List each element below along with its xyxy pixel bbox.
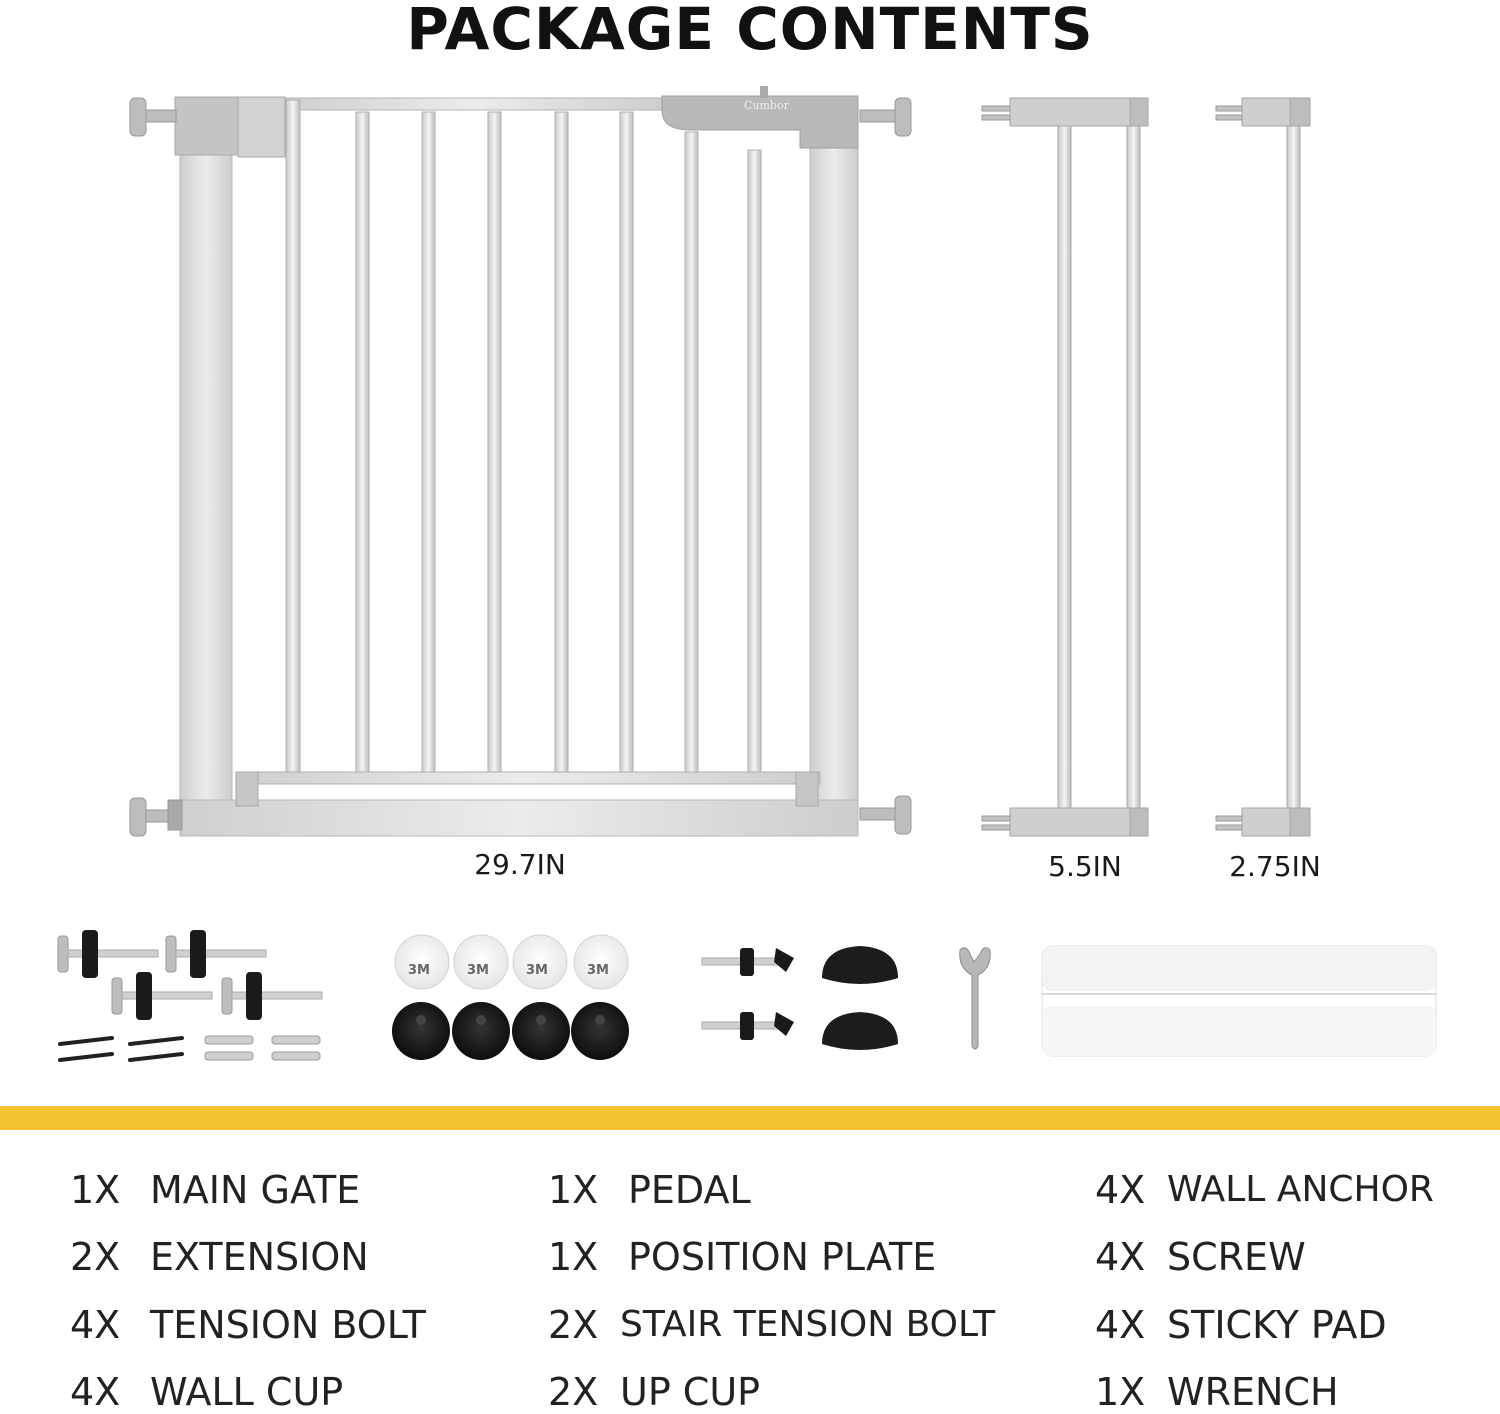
list-item (548, 1235, 937, 1279)
extension-large-image (982, 98, 1148, 836)
item-name: STAIR TENSION BOLT (620, 1304, 996, 1345)
item-name: WALL ANCHOR (1167, 1169, 1434, 1210)
item-name: SCREW (1167, 1235, 1306, 1279)
main-gate-width-label: 29.7IN (474, 848, 566, 881)
item-quantity: 4X (70, 1303, 121, 1347)
list-item (70, 1168, 361, 1212)
item-quantity: 1X (1095, 1370, 1146, 1414)
item-name: TENSION BOLT (150, 1303, 426, 1347)
tension-bolts-image (58, 930, 322, 1020)
extension-small-width-label: 2.75IN (1229, 850, 1321, 883)
item-name: POSITION PLATE (628, 1235, 937, 1279)
item-quantity: 1X (548, 1235, 599, 1279)
list-item (1095, 1370, 1339, 1414)
item-quantity: 4X (1095, 1235, 1146, 1279)
item-quantity: 4X (1095, 1168, 1146, 1212)
wall-cups-image (392, 1002, 629, 1060)
accent-band (0, 1106, 1500, 1130)
item-name: STICKY PAD (1167, 1303, 1387, 1347)
sticky-pad-label: 3M (526, 963, 548, 978)
sticky-pad-label: 3M (467, 963, 489, 978)
main-gate-image (130, 86, 911, 836)
brand-label: Cumbor (744, 99, 789, 112)
up-cups-image (822, 946, 898, 1050)
list-item (1095, 1235, 1306, 1279)
pedal-image (1042, 946, 1436, 1056)
item-name: PEDAL (628, 1168, 751, 1212)
item-quantity: 2X (70, 1235, 121, 1279)
item-name: UP CUP (620, 1370, 761, 1414)
list-item (70, 1303, 426, 1347)
item-quantity: 4X (70, 1370, 121, 1414)
stair-tension-bolts-image (702, 948, 794, 1040)
item-name: EXTENSION (150, 1235, 369, 1279)
extension-large-width-label: 5.5IN (1048, 850, 1122, 883)
wall-anchors-image (205, 1036, 320, 1060)
sticky-pads-image (395, 935, 628, 989)
page-title: PACKAGE CONTENTS (406, 0, 1094, 63)
sticky-pad-label: 3M (587, 963, 609, 978)
item-quantity: 2X (548, 1370, 599, 1414)
item-quantity: 1X (548, 1168, 599, 1212)
item-name: WRENCH (1167, 1370, 1339, 1414)
list-item (70, 1235, 369, 1279)
list-item (1095, 1168, 1434, 1212)
list-item (548, 1303, 996, 1347)
item-quantity: 4X (1095, 1303, 1146, 1347)
list-item (1095, 1303, 1387, 1347)
list-item (548, 1370, 761, 1414)
extension-small-image (1216, 98, 1310, 836)
sticky-pad-label: 3M (408, 963, 430, 978)
list-item (70, 1370, 344, 1414)
screws-image (60, 1038, 182, 1060)
item-quantity: 2X (548, 1303, 599, 1347)
item-quantity: 1X (70, 1168, 121, 1212)
wrench-image (960, 948, 991, 1049)
item-name: MAIN GATE (150, 1168, 361, 1212)
list-item (548, 1168, 751, 1212)
item-name: WALL CUP (150, 1370, 344, 1414)
